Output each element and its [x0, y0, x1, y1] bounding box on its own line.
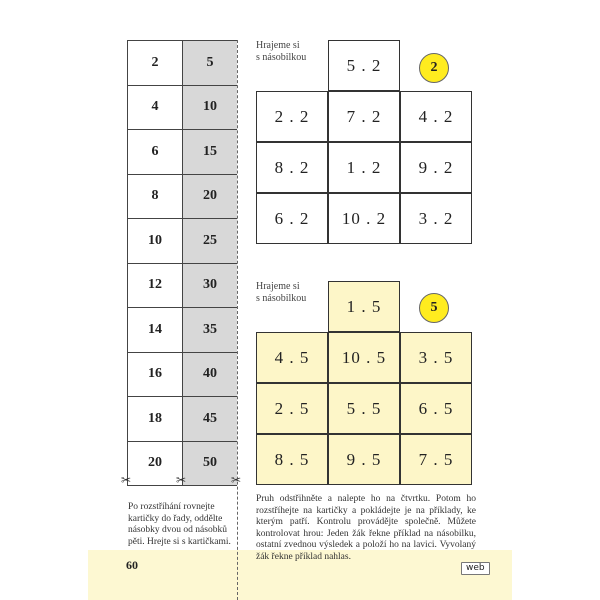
grid-cell: 2 . 2: [256, 91, 328, 142]
top-cell: 1 . 5: [328, 281, 400, 332]
multiple-of-two: 4: [128, 85, 183, 130]
strip-row: [128, 130, 238, 175]
grid-cell: 9 . 5: [328, 434, 400, 485]
multiple-of-five: 30: [183, 263, 238, 308]
multiple-of-five: 50: [183, 441, 238, 486]
multiple-of-five: 45: [183, 397, 238, 442]
card-strip: [127, 40, 237, 486]
cut-line: [237, 40, 238, 600]
web-badge[interactable]: web: [461, 562, 490, 575]
multiple-of-five: 40: [183, 352, 238, 397]
left-instructions: Po rozstříhání rovnejte kartičky do řady, oddělte násobky dvou od násobků pěti. Hrejte si s kartičkami.: [128, 502, 231, 547]
grid-cell: 5 . 5: [328, 383, 400, 434]
multiple-of-five: 10: [183, 85, 238, 130]
scissors-icon: ✂: [121, 473, 132, 487]
strip-row: [128, 85, 238, 130]
puzzle-2-title: [256, 281, 306, 305]
multiple-of-two: 8: [128, 174, 183, 219]
multiple-of-two: 6: [128, 130, 183, 175]
grid-cell: 3 . 2: [400, 193, 472, 244]
scissors-icon: ✂: [231, 473, 242, 487]
right-instructions: Pruh odstřihněte a nalepte ho na čtvrtku. Potom ho rozstříhejte na kartičky a pokládejte je na příklady, ke kterým patří. Kontrolu provádějte společně. Můžete kontrolovat hrou: Jeden žák řekne příklad na násobilku, ostatní zvednou výsledek a položí ho na lavici. Vyvolaný žák řekne příklad nahlas.: [256, 494, 476, 562]
strip-row: [128, 219, 238, 264]
grid-cell: 10 . 5: [328, 332, 400, 383]
multiple-of-five: 25: [183, 219, 238, 264]
multiple-of-two: 14: [128, 308, 183, 353]
multiple-of-five: 15: [183, 130, 238, 175]
top-cell: 5 . 2: [328, 40, 400, 91]
grid-cell: 8 . 2: [256, 142, 328, 193]
grid-cell: 7 . 2: [328, 91, 400, 142]
strip-row: [128, 308, 238, 353]
multiple-of-five: 5: [183, 41, 238, 86]
grid-cell: 6 . 2: [256, 193, 328, 244]
grid-cell: 8 . 5: [256, 434, 328, 485]
puzzle-1-badge: 2: [419, 53, 449, 83]
strip-row: [128, 263, 238, 308]
multiple-of-two: 16: [128, 352, 183, 397]
strip-row: [128, 397, 238, 442]
title-line: s násobilkou: [256, 293, 307, 304]
multiple-of-five: 20: [183, 174, 238, 219]
multiple-of-two: 10: [128, 219, 183, 264]
grid-cell: 7 . 5: [400, 434, 472, 485]
multiple-of-two: 18: [128, 397, 183, 442]
multiple-of-five: 35: [183, 308, 238, 353]
page-number: 60: [126, 558, 138, 572]
grid-cell: 1 . 2: [328, 142, 400, 193]
puzzle-1-title: [256, 40, 306, 64]
title-line: Hrajeme si: [256, 281, 300, 292]
grid-cell: 2 . 5: [256, 383, 328, 434]
puzzle-2-badge: 5: [419, 293, 449, 323]
grid-cell: 3 . 5: [400, 332, 472, 383]
multiple-of-two: 20: [128, 441, 183, 486]
grid-cell: 4 . 2: [400, 91, 472, 142]
title-line: s násobilkou: [256, 52, 307, 63]
title-line: Hrajeme si: [256, 40, 300, 51]
grid-cell: 6 . 5: [400, 383, 472, 434]
grid-cell: 10 . 2: [328, 193, 400, 244]
scissors-icon: ✂: [176, 473, 187, 487]
grid-cell: 4 . 5: [256, 332, 328, 383]
multiple-of-two: 2: [128, 41, 183, 86]
strip-row: [128, 352, 238, 397]
strip-row: [128, 41, 238, 86]
grid-cell: 9 . 2: [400, 142, 472, 193]
multiple-of-two: 12: [128, 263, 183, 308]
strip-row: [128, 174, 238, 219]
